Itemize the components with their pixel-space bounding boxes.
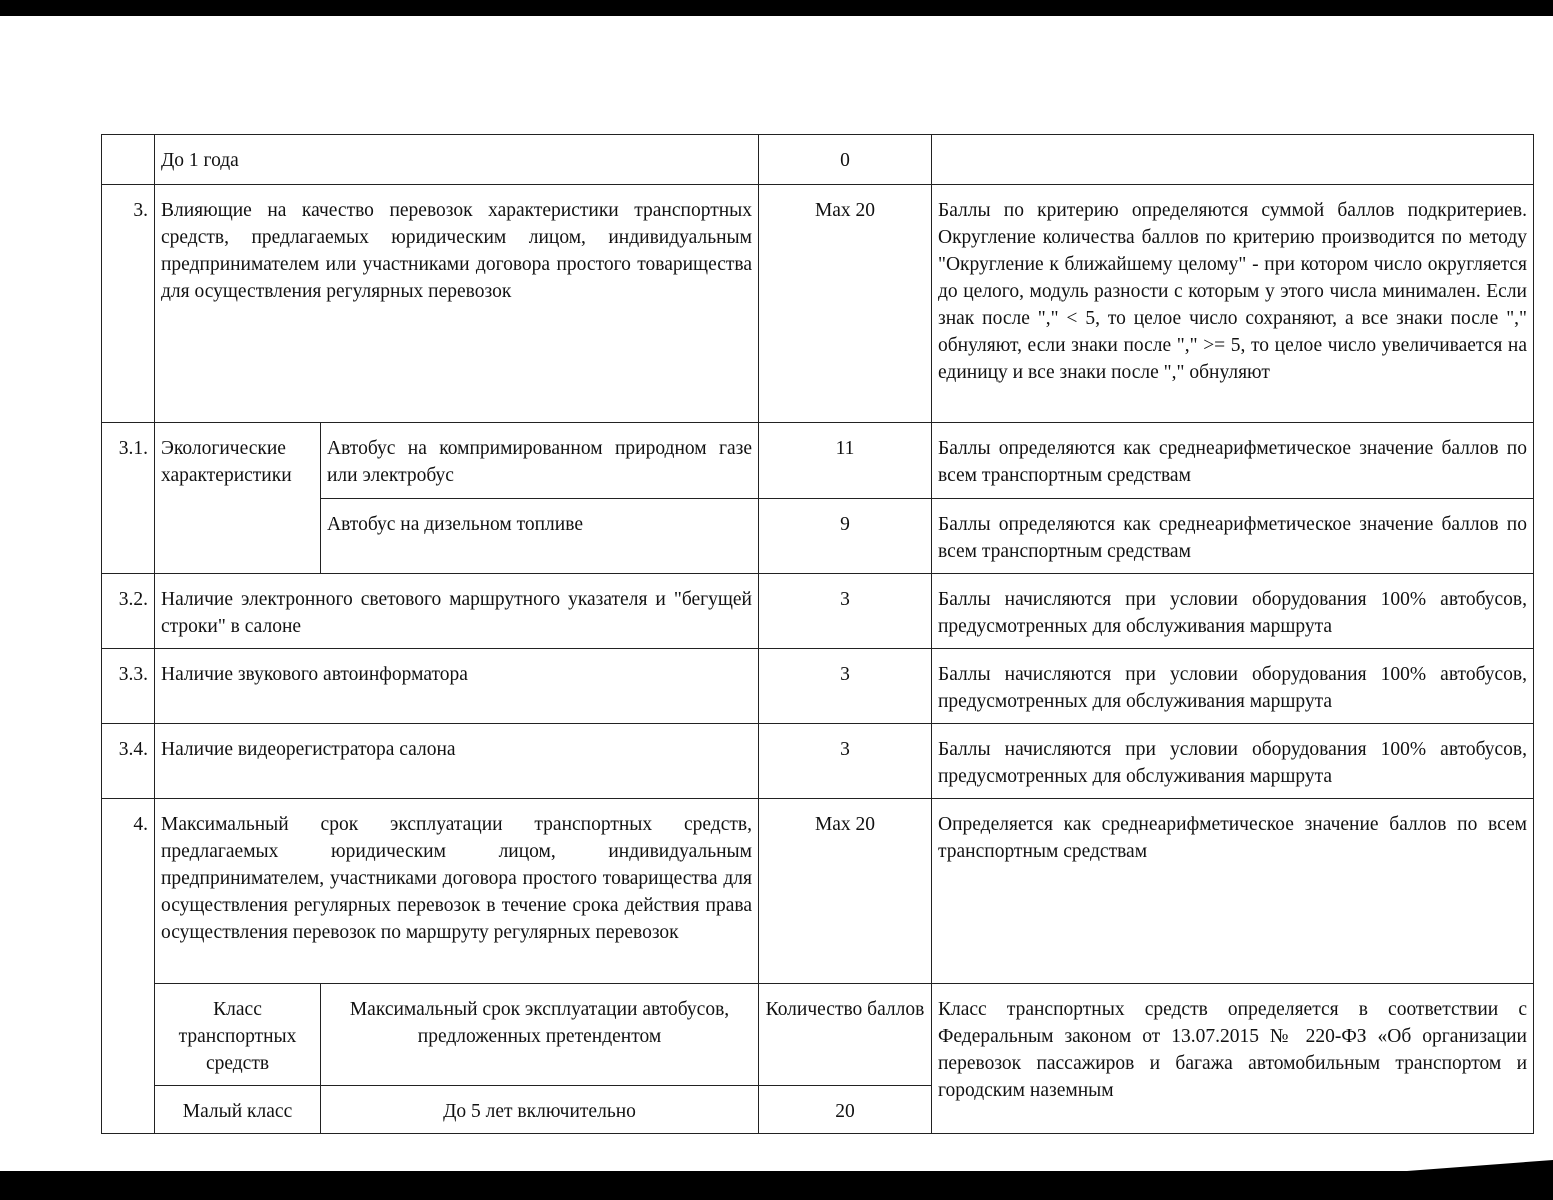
note-cell: Определяется как среднеарифметическое значение баллов по всем транспортным средствам	[932, 799, 1534, 984]
note-cell: Баллы по критерию определяются суммой баллов подкритериев. Округление количества баллов по критерию производится по методу "Округление к ближайшему целому" - при котором число округляется до целого, модуль разности с которым у этого числа минимален. Если знак после "," < 5, то целое число сохраняют, а все знаки после "," обнуляют, если знаки после "," >= 5, то целое число увеличивается на единицу и все знаки после "," обнуляют	[932, 185, 1534, 423]
criterion-text: Влияющие на качество перевозок характеристики транспортных средств, предлагаемых юридическим лицом, индивидуальным предпринимателем или участниками договора простого товарищества для осуществления регулярных перевозок	[155, 185, 759, 423]
table-row	[102, 135, 1534, 185]
score-cell: 3	[759, 724, 932, 799]
note-cell: Баллы определяются как среднеарифметическое значение баллов по всем транспортным средствам	[932, 499, 1534, 574]
score-cell: Max 20	[759, 185, 932, 423]
table-row	[102, 984, 1534, 1086]
criterion-text: До 1 года	[155, 135, 759, 185]
criterion-text: Максимальный срок эксплуатации транспортных средств, предлагаемых юридическим лицом, индивидуальным предпринимателем, участниками договора простого товарищества для осуществления регулярных перевозок в течение срока действия права осуществления перевозок по маршруту регулярных перевозок	[155, 799, 759, 984]
scan-top-border	[0, 0, 1553, 16]
criterion-text: Наличие видеорегистратора салона	[155, 724, 759, 799]
score-cell: 3	[759, 574, 932, 649]
row-number: 3.2.	[102, 574, 155, 649]
note-cell: Баллы начисляются при условии оборудования 100% автобусов, предусмотренных для обслуживания маршрута	[932, 724, 1534, 799]
term-header: Максимальный срок эксплуатации автобусов, предложенных претендентом	[321, 984, 759, 1086]
criterion-text: Наличие электронного светового маршрутного указателя и "бегущей строки" в салоне	[155, 574, 759, 649]
score-cell: 0	[759, 135, 932, 185]
table-row	[102, 724, 1534, 799]
note-cell: Баллы начисляются при условии оборудования 100% автобусов, предусмотренных для обслуживания маршрута	[932, 649, 1534, 724]
class-header: Класс транспортных средств	[155, 984, 321, 1086]
table-row	[102, 574, 1534, 649]
criterion-text: Автобус на дизельном топливе	[321, 499, 759, 574]
note-cell: Класс транспортных средств определяется в соответствии с Федеральным законом от 13.07.2015 № 220-ФЗ «Об организации перевозок пассажиров и багажа автомобильным транспортом и городским наземным	[932, 984, 1534, 1134]
criterion-text: Наличие звукового автоинформатора	[155, 649, 759, 724]
score-cell: 20	[759, 1086, 932, 1134]
score-cell: 3	[759, 649, 932, 724]
score-cell: 9	[759, 499, 932, 574]
note-cell: Баллы начисляются при условии оборудования 100% автобусов, предусмотренных для обслуживания маршрута	[932, 574, 1534, 649]
criteria-table	[101, 134, 1534, 1134]
score-cell: 11	[759, 423, 932, 499]
table-row	[102, 799, 1534, 984]
row-number: 3.4.	[102, 724, 155, 799]
row-number: 3.	[102, 185, 155, 423]
note-cell: Баллы определяются как среднеарифметическое значение баллов по всем транспортным средствам	[932, 423, 1534, 499]
scan-bottom-border	[0, 1171, 1553, 1200]
table-row	[102, 649, 1534, 724]
criterion-group: Экологические характеристики	[155, 423, 321, 574]
term-cell: До 5 лет включительно	[321, 1086, 759, 1134]
row-number: 3.3.	[102, 649, 155, 724]
note-cell	[932, 135, 1534, 185]
row-number	[102, 135, 155, 185]
table-row	[102, 185, 1534, 423]
class-cell: Малый класс	[155, 1086, 321, 1134]
row-number: 4.	[102, 799, 155, 1134]
table-row	[102, 423, 1534, 499]
score-cell: Max 20	[759, 799, 932, 984]
row-number: 3.1.	[102, 423, 155, 574]
score-header: Количество баллов	[759, 984, 932, 1086]
criterion-text: Автобус на компримированном природном газе или электробус	[321, 423, 759, 499]
